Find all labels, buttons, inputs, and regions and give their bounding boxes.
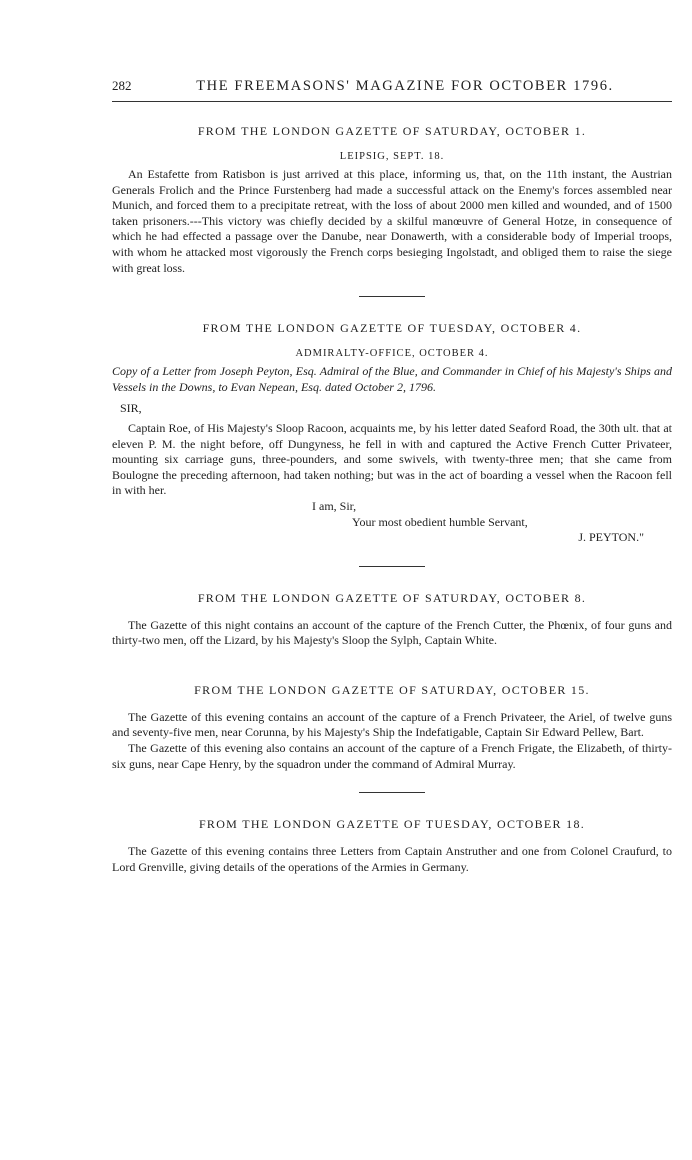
section-heading: FROM THE LONDON GAZETTE OF TUESDAY, OCTOBER 4. xyxy=(202,321,582,336)
page-number: 282 xyxy=(112,78,132,93)
gazette-section-oct-15 xyxy=(112,683,672,772)
section-heading: FROM THE LONDON GAZETTE OF SATURDAY, OCTOBER 8. xyxy=(197,590,587,605)
dateline: LEIPSIG, SEPT. 18. xyxy=(339,151,445,162)
page-header xyxy=(112,78,672,102)
gazette-section-oct-1 xyxy=(112,124,672,276)
section-divider xyxy=(359,296,425,297)
dateline: ADMIRALTY-OFFICE, OCTOBER 4. xyxy=(295,348,489,360)
section-divider xyxy=(359,792,425,793)
section-divider xyxy=(359,566,425,567)
closing-line: I am, Sir, xyxy=(312,498,357,513)
section-heading: FROM THE LONDON GAZETTE OF TUESDAY, OCTOBER 18. xyxy=(198,817,586,832)
section-heading: FROM THE LONDON GAZETTE OF SATURDAY, OCTOBER 15. xyxy=(194,682,590,697)
closing-line: Your most obedient humble Servant, xyxy=(352,514,528,529)
gazette-section-oct-4 xyxy=(112,321,672,546)
gazette-section-oct-18 xyxy=(112,817,672,875)
magazine-page xyxy=(112,78,672,875)
section-paragraph: The Gazette of this night contains an account of the capture of the French Cutter, the Phœnix, of four guns and thirty-two men, off the Lizard, by his Majesty's Sloop the Sylph, Captain White. xyxy=(112,617,672,648)
section-paragraph: The Gazette of this evening also contains an account of the capture of a French Frigate, the Elizabeth, of thirty-six guns, near Cape Henry, by the squadron under the command of Admiral Murray. xyxy=(112,741,672,771)
section-paragraph: The Gazette of this evening contains an account of the capture of a French Privateer, the Ariel, of twelve guns and seventy-five men, near Corunna, by his Majesty's Ship the Indefatigable, Captain Sir Edward Pellew, Bart. xyxy=(112,709,672,740)
section-paragraph: Captain Roe, of His Majesty's Sloop Racoon, acquaints me, by his letter dated Seaford Road, the 30th ult. that at eleven P. M. the night before, off Dungyness, he fell in with and captured the Active French Cutter Privateer, mounting six carriage guns, three-pounders, and some swivels, with twenty-three men; that she came from Boulogne the preceding afternoon, had taken nothing; but was in the act of boarding a vessel when the Racoon fell in with her. xyxy=(112,420,672,498)
running-title: THE FREEMASONS' MAGAZINE FOR OCTOBER 1796. xyxy=(196,78,614,94)
signature: J. PEYTON." xyxy=(578,530,644,545)
section-paragraph: The Gazette of this evening contains three Letters from Captain Anstruther and one from Colonel Craufurd, to Lord Grenville, giving details of the operations of the Armies in Germany. xyxy=(112,844,672,874)
letter-intro: Copy of a Letter from Joseph Peyton, Esq. Admiral of the Blue, and Commander in Chief of his Majesty's Ships and Vessels in the Downs, to Evan Nepean, Esq. dated October 2, 1796. xyxy=(112,364,672,394)
section-paragraph: An Estafette from Ratisbon is just arrived at this place, informing us, that, on the 11th instant, the Austrian Generals Frolich and the Prince Furstenberg had made a successful attack on the Enemy's forces assembled near Munich, and forced them to a precipitate retreat, with the loss of about 2000 men killed and wounded, and of 1500 taken prisoners.---This victory was chiefly decided by a skilful manœuvre of General Hotze, in consequence of which he had effected a passage over the Danube, near Donawerth, with a considerable body of Imperial troops, with whom he attacked most vigorously the French corps besieging Ingolstadt, and obliged them to raise the siege with great loss. xyxy=(112,167,672,275)
section-heading: FROM THE LONDON GAZETTE OF SATURDAY, OCTOBER 1. xyxy=(197,124,587,138)
gazette-section-oct-8 xyxy=(112,591,672,649)
letter-salutation: SIR, xyxy=(120,401,142,416)
